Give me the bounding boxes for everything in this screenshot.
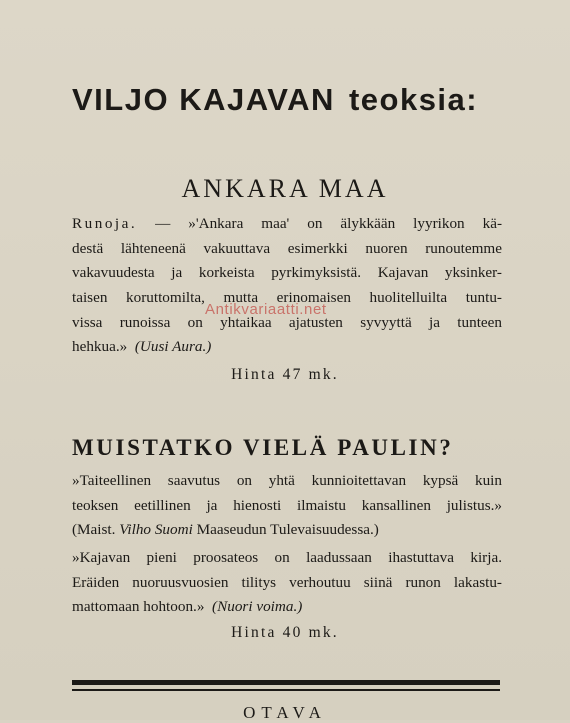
book1-line-2: destä lähteneenä vakuuttava esimerkki nuoren runoutemme [72, 239, 502, 257]
book2-q2-line-1: »Kajavan pieni proosateos on laadussaan ihastuttava kirja. [72, 549, 502, 566]
book1-line-3: vakavuudesta ja korkeista pyrkimyksistä. Kajavan yksinker- [72, 264, 502, 282]
book2-review-2 [72, 546, 502, 620]
book2-q1-line-2: teoksen eetillinen ja hienosti ilmaistu kansallinen julistus.» [72, 496, 502, 514]
book1-lead: Runoja. [72, 215, 138, 232]
title-works: teoksia: [348, 82, 479, 117]
page-title [72, 82, 532, 118]
book2-q2-line-3: mattomaan hohtoon.» (Nuori voima.) [72, 598, 303, 616]
book1-line-4: taisen koruttomilta, mutta erinomaisen huolitelluilta tuntu- [72, 289, 502, 307]
book1-line-6: hehkua.» (Uusi Aura.) [72, 338, 212, 356]
watermark: Antikvariaatti.net [205, 301, 327, 318]
divider-thick [72, 680, 500, 685]
book2-q1-source: (Maist. Vilho Suomi Maaseudun Tulevaisuudessa.) [72, 521, 379, 539]
title-author: VILJO KAJAVAN [72, 82, 335, 117]
book2-price: Hinta 40 mk. [231, 624, 339, 641]
book2-q2-source: (Nuori voima.) [212, 598, 303, 616]
book1-line-5: vissa runoissa on yhtaikaa ajatusten syvyyttä ja tunteen [72, 313, 502, 331]
book2-title: MUISTATKO VIELÄ PAULIN? [72, 435, 454, 460]
book2-q1-line-1: »Taiteellinen saavutus on yhtä kunnioitettavan kypsä kuin [72, 472, 502, 489]
book1-source: (Uusi Aura.) [134, 338, 212, 356]
book1-price: Hinta 47 mk. [231, 366, 339, 383]
publisher-name: OTAVA [243, 703, 327, 722]
book1-review [72, 212, 502, 360]
book2-q2-line-2: Eräiden nuoruusvuosien tilitys verhoutuu siinä runon lakastu- [72, 573, 502, 591]
book2-review-1 [72, 469, 502, 543]
book1-title: ANKARA MAA [181, 174, 389, 203]
divider-thin [72, 689, 500, 691]
book1-line-1: Runoja. — »'Ankara maa' on älykkään lyyrikon kä- [72, 215, 502, 232]
